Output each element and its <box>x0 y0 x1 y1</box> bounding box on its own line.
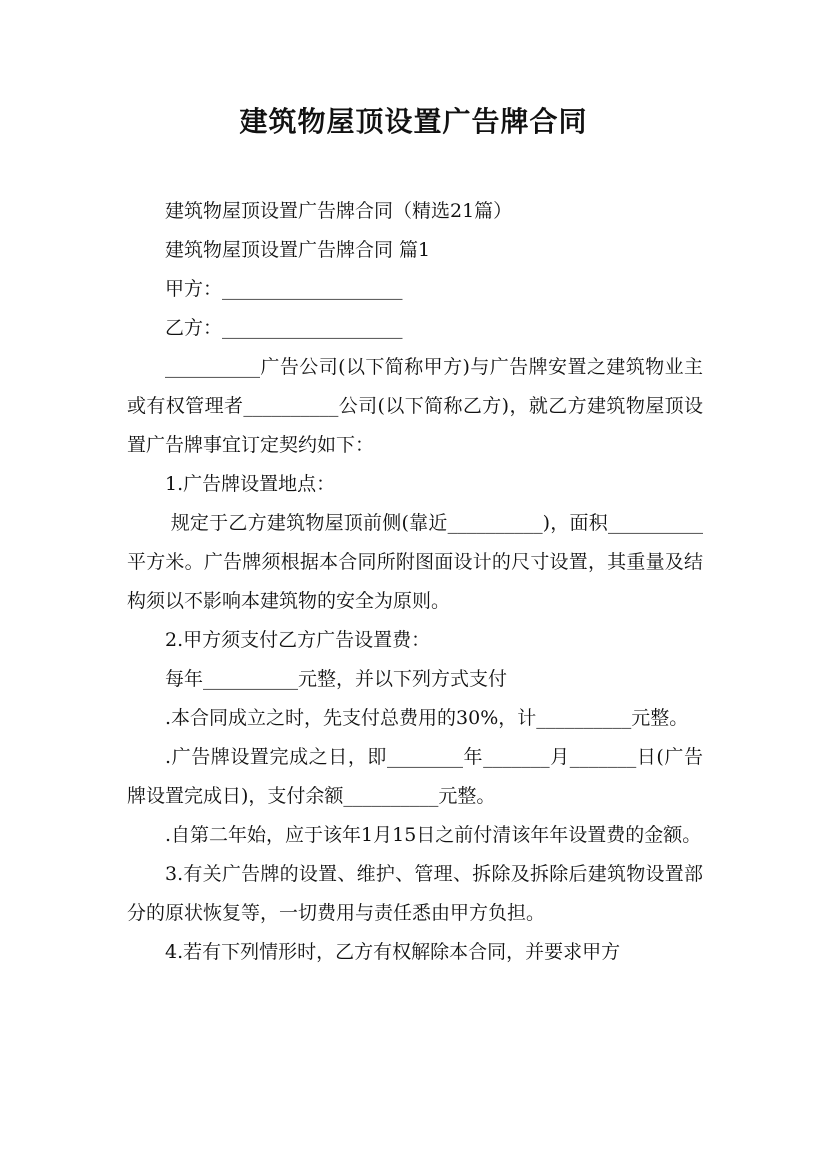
paragraph-clause-3: 3.有关广告牌的设置、维护、管理、拆除及拆除后建筑物设置部分的原状恢复等，一切费用与责任悉由甲方负担。 <box>127 863 703 924</box>
paragraph-clause-2-payment-1: .本合同成立之时，先支付总费用的30%，计__________元整。 <box>165 707 689 729</box>
paragraph-party-a: 甲方：___________________ <box>165 278 403 300</box>
paragraph-clause-2-payment-2: .广告牌设置完成之日，即________年_______月_______日(广告牌设置完成日)，支付余额__________元整。 <box>127 746 703 807</box>
paragraph-section-heading: 建筑物屋顶设置广告牌合同 篇1 <box>165 239 431 261</box>
paragraph-clause-2-payment-3: .自第二年始，应于该年1月15日之前付清该年年设置费的金额。 <box>165 824 702 846</box>
paragraph-party-b: 乙方：___________________ <box>165 317 403 339</box>
paragraph-preamble: __________广告公司(以下简称甲方)与广告牌安置之建筑物业主或有权管理者__________公司(以下简称乙方)，就乙方建筑物屋顶设置广告牌事宜订定契约如下： <box>127 356 703 456</box>
document-body <box>127 192 703 972</box>
paragraph-subtitle: 建筑物屋顶设置广告牌合同（精选21篇） <box>165 200 513 222</box>
document-title: 建筑物屋顶设置广告牌合同 <box>239 105 588 138</box>
paragraph-clause-2-annual-fee: 每年__________元整，并以下列方式支付 <box>165 668 508 690</box>
paragraph-clause-1-heading: 1.广告牌设置地点： <box>165 473 336 495</box>
paragraph-clause-2-heading: 2.甲方须支付乙方广告设置费： <box>165 629 431 651</box>
paragraph-clause-1-body: 规定于乙方建筑物屋顶前侧(靠近__________)，面积__________平方米。广告牌须根据本合同所附图面设计的尺寸设置，其重量及结构须以不影响本建筑物的安全为原则。 <box>127 512 703 612</box>
paragraph-clause-4: 4.若有下列情形时，乙方有权解除本合同，并要求甲方 <box>165 941 621 963</box>
